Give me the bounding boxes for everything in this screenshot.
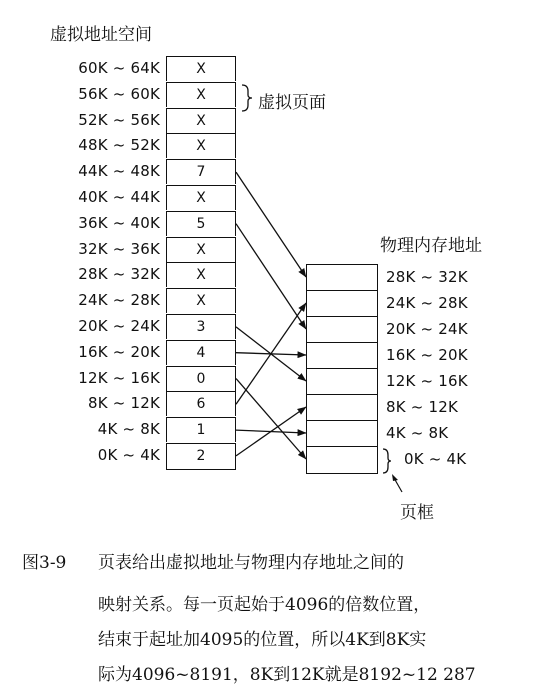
physical-range-label: 12K ~ 16K	[386, 372, 468, 390]
virtual-range-label: 52K ~ 56K	[78, 110, 160, 129]
page-table-entry: 1	[166, 417, 236, 442]
virtual-range-label: 20K ~ 24K	[78, 317, 160, 335]
physical-range-label: 24K ~ 28K	[386, 294, 468, 312]
page-table-entry: X	[166, 108, 236, 133]
mapping-arrow	[236, 224, 306, 329]
page-table-entry: X	[166, 56, 236, 81]
virtual-range-label: 24K ~ 28K	[78, 291, 160, 310]
page-table-entry: 4	[166, 340, 236, 365]
caption-line-1: 页表给出虚拟地址与物理内存地址之间的	[98, 553, 404, 573]
figure-label: 图3-9	[22, 553, 67, 573]
page-table-entry: X	[166, 288, 236, 313]
virtual-range-label: 56K ~ 60K	[78, 84, 160, 103]
mapping-arrow	[236, 379, 306, 460]
page-table-entry: 5	[166, 211, 236, 236]
page-table-entry: 2	[166, 443, 236, 470]
virtual-range-label: 60K ~ 64K	[78, 59, 160, 77]
page-frame-label: 页框	[400, 503, 434, 523]
physical-range-label: 28K ~ 32K	[386, 268, 468, 286]
page-table-entry: X	[166, 185, 236, 210]
physical-range-label: 0K ~ 4K	[404, 450, 467, 468]
physical-range-label: 20K ~ 24K	[386, 320, 468, 338]
virtual-range-label: 28K ~ 32K	[78, 265, 160, 284]
physical-range-label: 16K ~ 20K	[386, 346, 468, 364]
physical-range-label: 8K ~ 12K	[386, 398, 459, 416]
virtual-range-label: 44K ~ 48K	[78, 162, 160, 181]
virtual-range-label: 36K ~ 40K	[78, 213, 160, 232]
virtual-range-label: 12K ~ 16K	[78, 368, 160, 387]
caption-line-3: 结束于起址加4095的位置，所以4K到8K实	[98, 630, 427, 650]
virtual-range-label: 48K ~ 52K	[78, 136, 160, 155]
page-table-entry: X	[166, 82, 236, 107]
virtual-range-label: 32K ~ 36K	[78, 239, 160, 258]
physical-memory-title: 物理内存地址	[380, 236, 482, 256]
virtual-range-label: 0K ~ 4K	[97, 446, 160, 464]
physical-range-label: 4K ~ 8K	[386, 424, 449, 442]
page-table-entry: 7	[166, 159, 236, 184]
virtual-page-label: 虚拟页面	[258, 93, 326, 113]
caption-line-2: 映射关系。每一页起始于4096的倍数位置，	[98, 595, 431, 615]
caption-line-4: 际为4096~8191，8K到12K就是8192~12 287	[98, 665, 476, 685]
virtual-range-label: 8K ~ 12K	[87, 394, 160, 413]
virtual-range-label: 4K ~ 8K	[97, 420, 160, 439]
virtual-range-label: 16K ~ 20K	[78, 342, 160, 361]
page-table-entry: 0	[166, 366, 236, 391]
page-table-entry: X	[166, 237, 236, 262]
virtual-range-label: 40K ~ 44K	[78, 188, 160, 206]
page-table-entry: X	[166, 262, 236, 287]
page-table-entry: 3	[166, 314, 236, 339]
page-table-entry: 6	[166, 391, 236, 416]
page-table-entry: X	[166, 133, 236, 158]
mapping-arrow	[236, 172, 306, 277]
mapping-arrow	[236, 407, 306, 456]
virtual-address-space-title: 虚拟地址空间	[50, 25, 152, 45]
